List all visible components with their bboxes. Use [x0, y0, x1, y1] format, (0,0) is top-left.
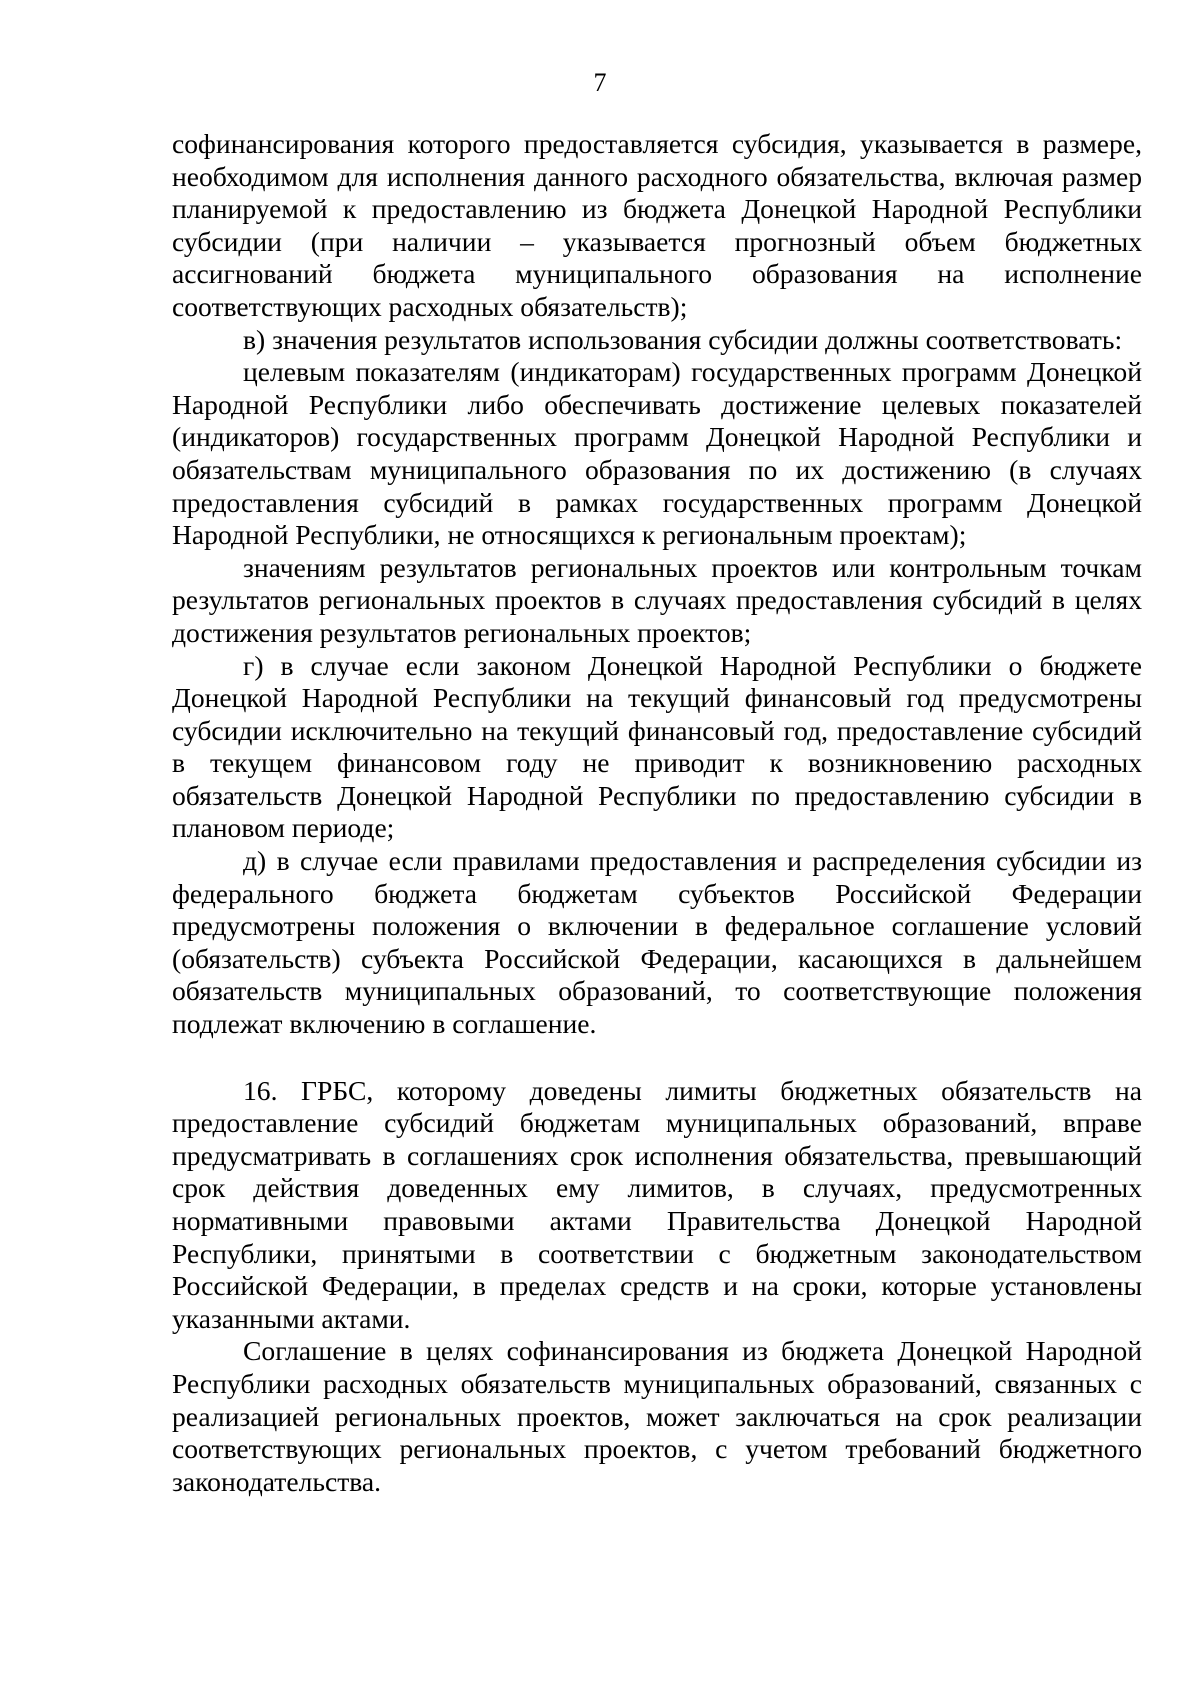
paragraph-item-g: г) в случае если законом Донецкой Народной Республики о бюджете Донецкой Народной Республики на текущий финансовый год предусмотрены субсидии исключительно на текущий финансовый год, предоставление субсидий в текущем финансовом году не приводит к возникновению расходных обязательств Донецкой Народной Республики по предоставлению субсидии в плановом периоде; — [172, 649, 1142, 844]
paragraph-agreement-term: Соглашение в целях софинансирования из бюджета Донецкой Народной Республики расходных обязательств муниципальных образований, связанных с реализацией региональных проектов, может заключаться на срок реализации соответствующих региональных проектов, с учетом требований бюджетного законодательства. — [172, 1335, 1142, 1497]
paragraph-regional-results: значениям результатов региональных проектов или контрольным точкам результатов региональных проектов в случаях предоставления субсидий в целях достижения результатов региональных проектов; — [172, 551, 1142, 648]
paragraph-section-16: 16. ГРБС, которому доведены лимиты бюджетных обязательств на предоставление субсидий бюджетам муниципальных образований, вправе предусматривать в соглашениях срок исполнения обязательства, превышающий срок действия доведенных ему лимитов, в случаях, предусмотренных нормативными правовыми актами Правительства Донецкой Народной Республики, принятыми в соответствии с бюджетным законодательством Российской Федерации, в пределах средств и на сроки, которые установлены указанными актами. — [172, 1074, 1142, 1334]
paragraph-item-v: в) значения результатов использования субсидии должны соответствовать: — [243, 323, 1123, 355]
paragraph-item-d: д) в случае если правилами предоставления и распределения субсидии из федерального бюджета бюджетам субъектов Российской Федерации предусмотрены положения о включении в федеральное соглашение условий (обязательств) субъекта Российской Федерации, касающихся в дальнейшем обязательств муниципальных образований, то соответствующие положения подлежат включению в соглашение. — [172, 845, 1142, 1040]
page-number: 7 — [593, 68, 607, 97]
paragraph-continuation: софинансирования которого предоставляется субсидия, указывается в размере, необходимом для исполнения данного расходного обязательства, включая размер планируемой к предоставлению из бюджета Донецкой Народной Республики субсидии (при наличии – указывается прогнозный объем бюджетных ассигнований бюджета муниципального образования на исполнение соответствующих расходных обязательств); — [172, 128, 1142, 322]
paragraph-target-indicators: целевым показателям (индикаторам) государственных программ Донецкой Народной Республики либо обеспечивать достижение целевых показателей (индикаторов) государственных программ Донецкой Народной Республики и обязательствам муниципального образования по их достижению (в случаях предоставления субсидий в рамках государственных программ Донецкой Народной Республики, не относящихся к региональным проектам); — [172, 356, 1142, 551]
document-body — [172, 128, 1142, 1498]
